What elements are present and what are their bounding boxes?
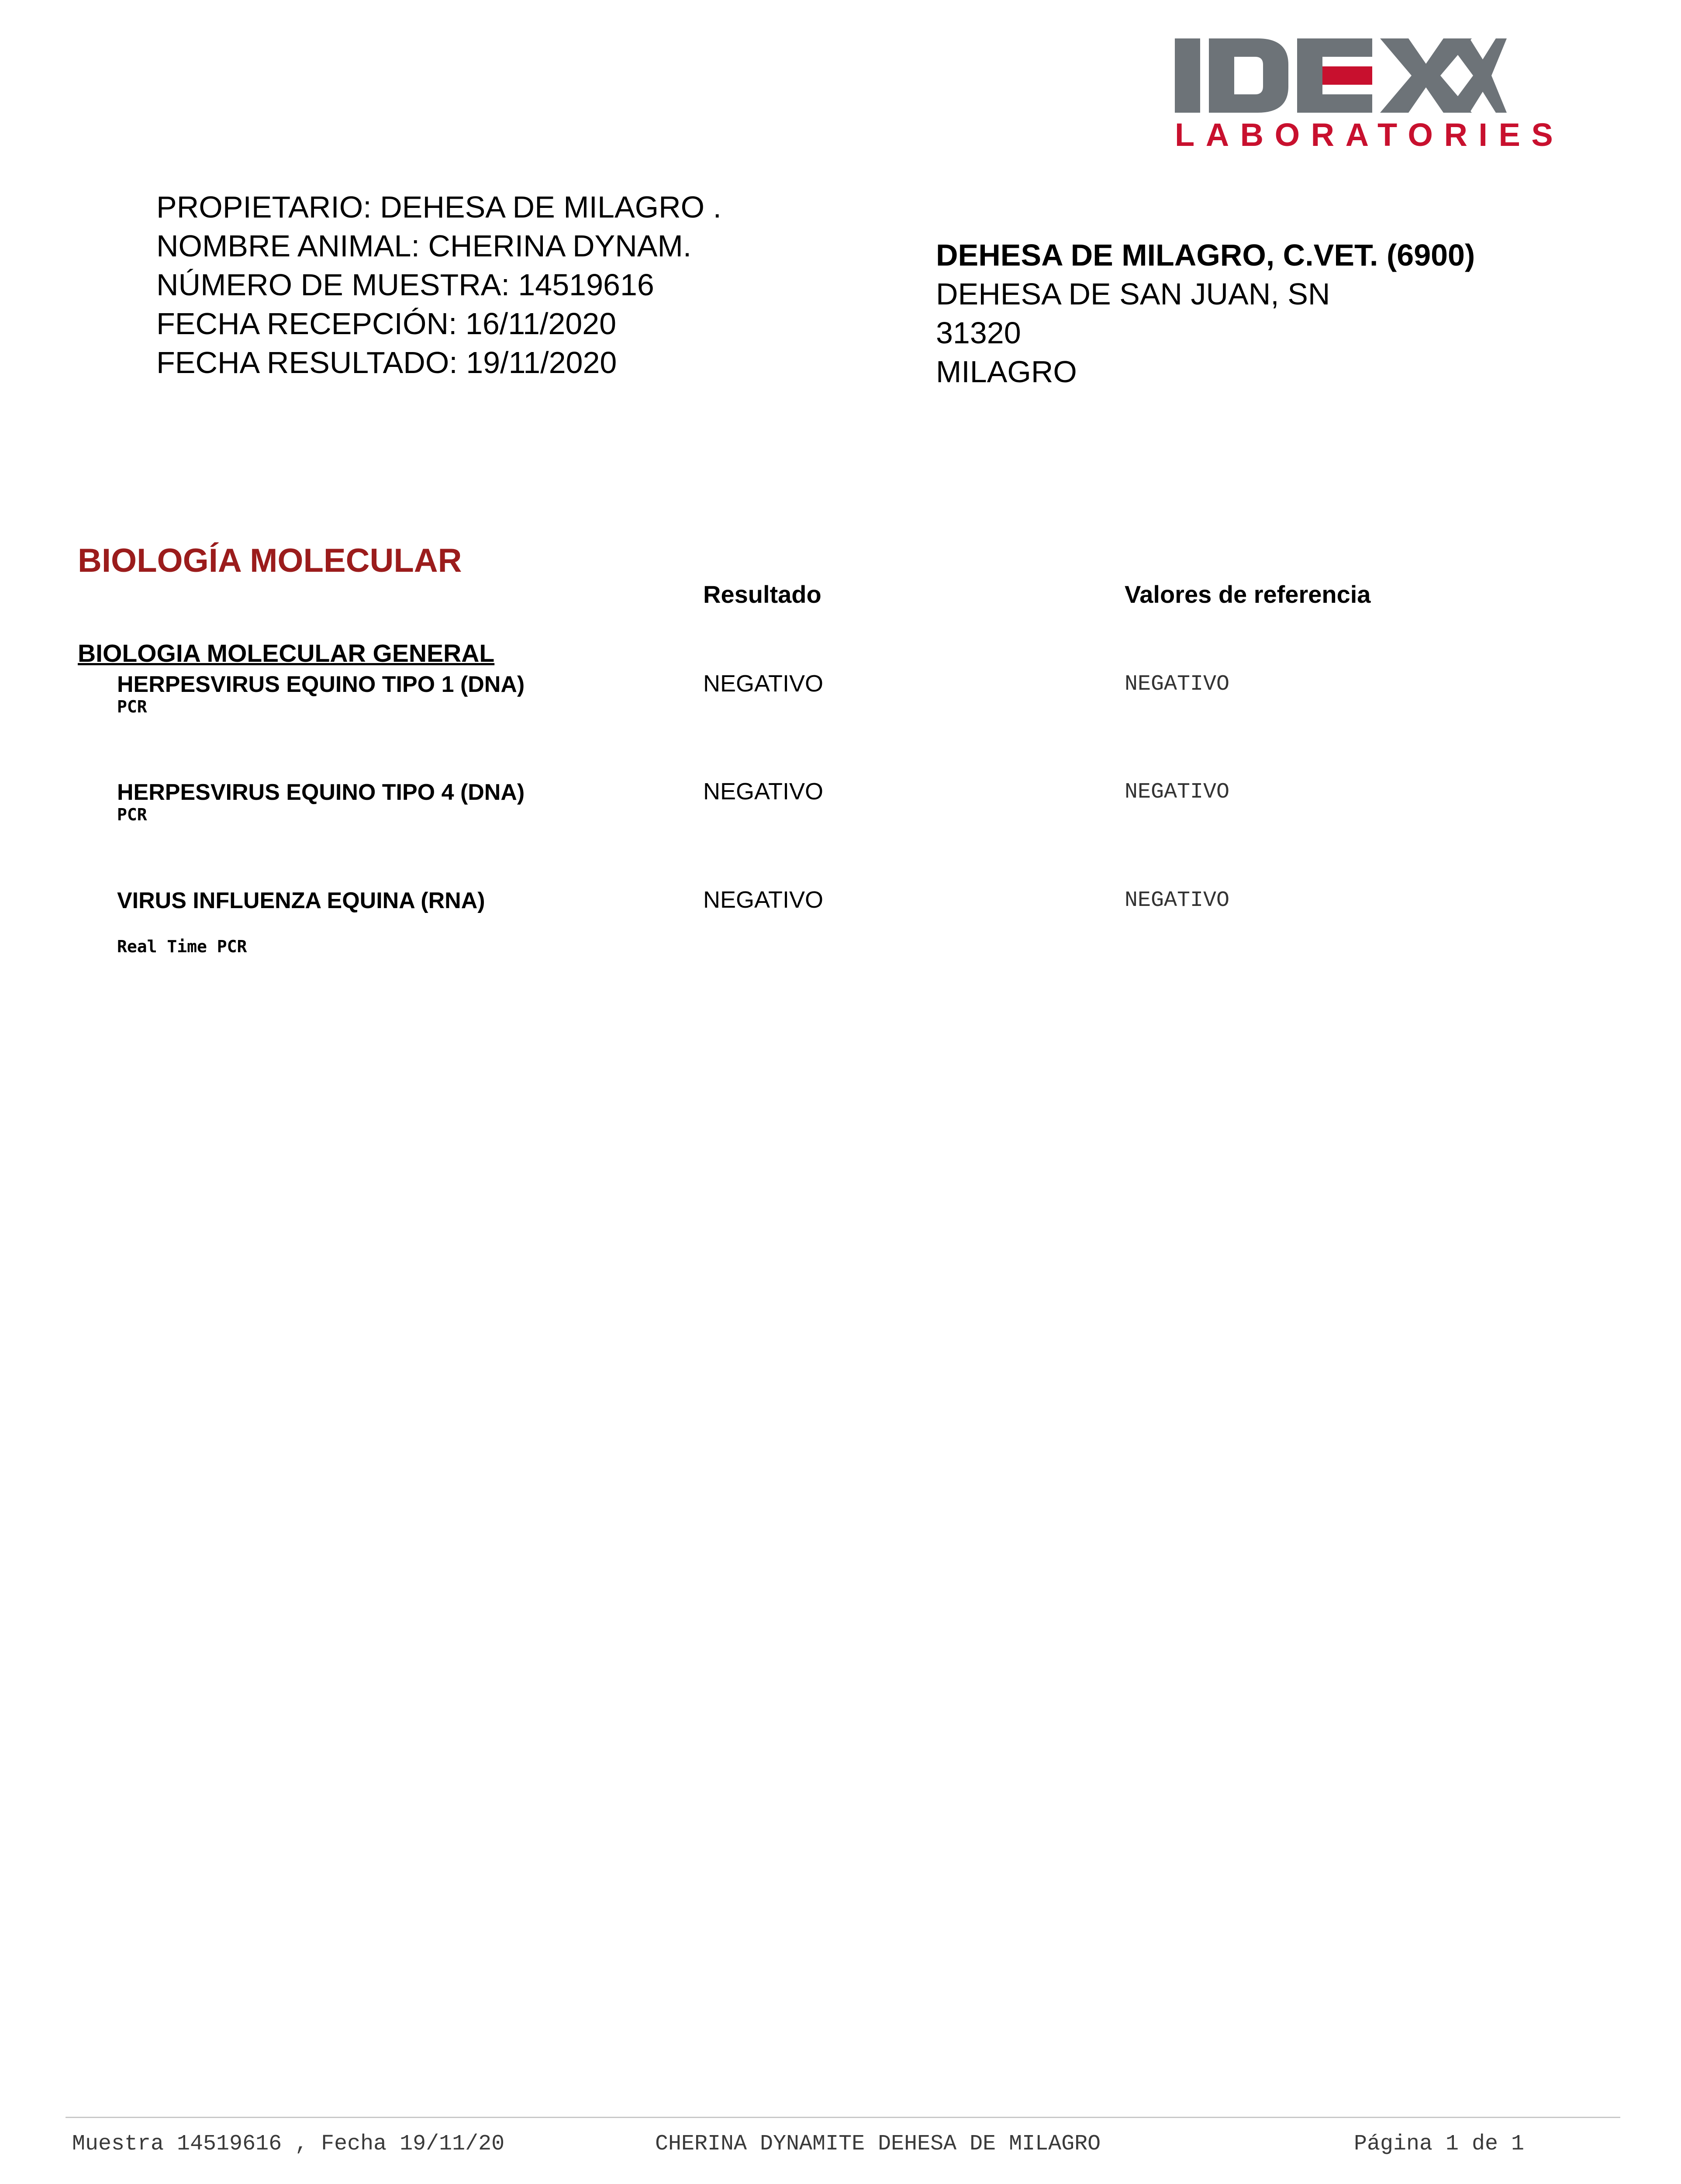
clinic-city: MILAGRO (936, 355, 1077, 389)
test-method: PCR (117, 697, 147, 716)
sample-info (156, 188, 721, 382)
test-name: HERPESVIRUS EQUINO TIPO 4 (DNA) (117, 780, 525, 805)
footer-animal-owner: CHERINA DYNAMITE DEHESA DE MILAGRO (655, 2132, 1101, 2156)
test-result: NEGATIVO (703, 887, 824, 913)
test-name: VIRUS INFLUENZA EQUINA (RNA) (117, 888, 485, 913)
section-title: BIOLOGÍA MOLECULAR (78, 542, 462, 579)
column-header-result: Resultado (703, 581, 822, 608)
test-reference: NEGATIVO (1125, 672, 1230, 697)
test-method: PCR (117, 805, 147, 824)
footer-divider (66, 2117, 1620, 2118)
animal-name-line: NOMBRE ANIMAL: CHERINA DYNAM. (156, 229, 692, 263)
reception-date-line: FECHA RECEPCIÓN: 16/11/2020 (156, 307, 617, 341)
group-title: BIOLOGIA MOLECULAR GENERAL (78, 639, 495, 667)
footer-page-number: Página 1 de 1 (1354, 2132, 1525, 2156)
test-result: NEGATIVO (703, 670, 824, 697)
logo-subtitle: LABORATORIES (1175, 117, 1564, 153)
footer-sample-info: Muestra 14519616 , Fecha 19/11/20 (72, 2132, 505, 2156)
test-reference: NEGATIVO (1125, 888, 1230, 913)
sample-number-line: NÚMERO DE MUESTRA: 14519616 (156, 268, 654, 302)
column-header-reference: Valores de referencia (1125, 581, 1371, 608)
test-method: Real Time PCR (117, 937, 247, 956)
idexx-logo (1175, 38, 1507, 113)
clinic-address (936, 236, 1475, 391)
test-reference: NEGATIVO (1125, 780, 1230, 805)
result-date-line: FECHA RESULTADO: 19/11/2020 (156, 346, 617, 380)
clinic-name: DEHESA DE MILAGRO, C.VET. (6900) (936, 238, 1475, 272)
clinic-postal-code: 31320 (936, 316, 1021, 350)
test-name: HERPESVIRUS EQUINO TIPO 1 (DNA) (117, 672, 525, 697)
clinic-street: DEHESA DE SAN JUAN, SN (936, 277, 1330, 311)
test-result: NEGATIVO (703, 778, 824, 805)
owner-line: PROPIETARIO: DEHESA DE MILAGRO . (156, 190, 721, 224)
